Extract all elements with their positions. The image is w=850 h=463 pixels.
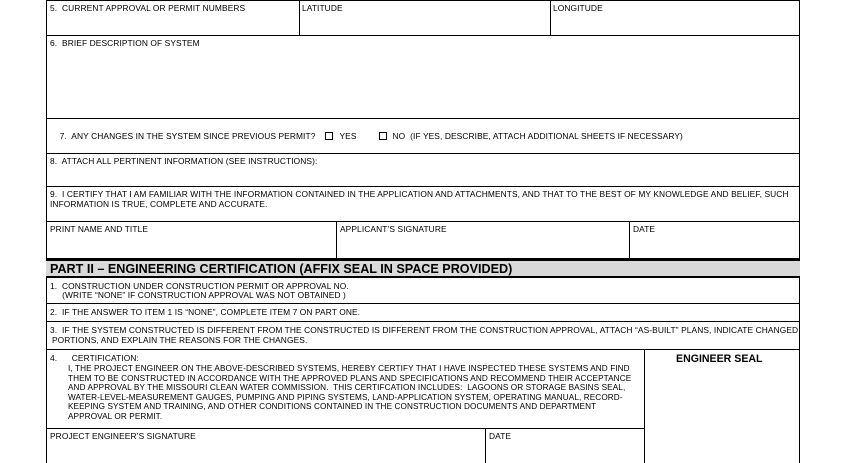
certification-label: 4. CERTIFICATION: [50, 353, 139, 363]
part-two-title: PART II – ENGINEERING CERTIFICATION (AFFIX SEAL IN SPACE PROVIDED) [50, 262, 513, 276]
latitude-label: LATITUDE [302, 3, 343, 13]
system-changes-question [50, 121, 683, 151]
applicant-date-label: DATE [633, 224, 656, 234]
item-three-text-1: 3. IF THE SYSTEM CONSTRUCTED IS DIFFERENT FROM THE CONSTRUCTED IS DIFFERENT FROM THE CONSTRUCTION APPROVAL, ATTACH “AS-BUILT” PLANS, INDICATE CHANGED [50, 325, 799, 335]
no-checkbox[interactable] [379, 132, 387, 140]
certification-text: I, THE PROJECT ENGINEER ON THE ABOVE-DESCRIBED SYSTEMS, HEREBY CERTIFY THAT I HAVE INSPECTED THESE SYSTEMS AND FIND THEM TO BE CONSTRUCTED IN ACCORDANCE WITH THE APPROVED PLANS AND SPECIFICATIONS AND RECOMMEND THEIR ACCEPTANCE AND APPROVAL BY THE MISSOURI CLEAN WATER COMMISSION. THIS CERTIFCATION INCLUDES: LAGOONS OR STORAGE BASINS SEAL, WATER-LEVEL-MEASUREMENT GAUGES, PUMPING AND PIPING SYSTEMS, LAND-APPLICATION SYSTEM, OPERATING MANUAL, RECORD-KEEPING SYSTEM AND TRAINING, AND OTHER CONDITIONS CONTAINED IN THE CONSTRUCTION DOCUMENTS AND DEPARTMENT APPROVAL OR PERMIT. [68, 364, 634, 421]
item-two-text: 2. IF THE ANSWER TO ITEM 1 IS “NONE”, COMPLETE ITEM 7 ON PART ONE. [50, 307, 361, 317]
item-three-text-2: PORTIONS, AND EXPLAIN THE REASONS FOR THE CHANGES. [52, 335, 308, 345]
engineer-seal-box[interactable] [644, 349, 800, 463]
certification-statement: 9. I CERTIFY THAT I AM FAMILIAR WITH THE INFORMATION CONTAINED IN THE APPLICATION AND ATTACHMENTS, AND THAT TO THE BEST OF MY KNOWLEDGE AND BELIEF, SUCH INFORMATION IS TRUE, COMPLETE AND ACCURATE. [50, 189, 792, 209]
yes-label: YES [339, 131, 357, 141]
system-changes-label: 7. ANY CHANGES IN THE SYSTEM SINCE PREVIOUS PERMIT? [59, 131, 316, 141]
engineer-date-label: DATE [489, 431, 512, 441]
engineer-seal-title: ENGINEER SEAL [676, 353, 763, 365]
applicant-signature-label: APPLICANT’S SIGNATURE [340, 224, 447, 234]
permit-form [46, 0, 800, 463]
yes-checkbox[interactable] [325, 132, 333, 140]
permit-numbers-label: 5. CURRENT APPROVAL OR PERMIT NUMBERS [50, 3, 246, 13]
print-name-label: PRINT NAME AND TITLE [50, 224, 149, 234]
system-description-label: 6. BRIEF DESCRIPTION OF SYSTEM [50, 38, 200, 48]
construction-permit-label-1: 1. CONSTRUCTION UNDER CONSTRUCTION PERMIT OR APPROVAL NO. [50, 281, 349, 291]
longitude-label: LONGITUDE [553, 3, 603, 13]
no-label: NO (IF YES, DESCRIBE, ATTACH ADDITIONAL SHEETS IF NECESSARY) [392, 131, 683, 141]
pertinent-info-label: 8. ATTACH ALL PERTINENT INFORMATION (SEE INSTRUCTIONS): [50, 156, 318, 166]
part-two-header [46, 259, 800, 278]
construction-permit-label-2: (WRITE “NONE” IF CONSTRUCTION APPROVAL WAS NOT OBTAINED ) [50, 290, 346, 300]
engineer-signature-label: PROJECT ENGINEER’S SIGNATURE [50, 431, 196, 441]
